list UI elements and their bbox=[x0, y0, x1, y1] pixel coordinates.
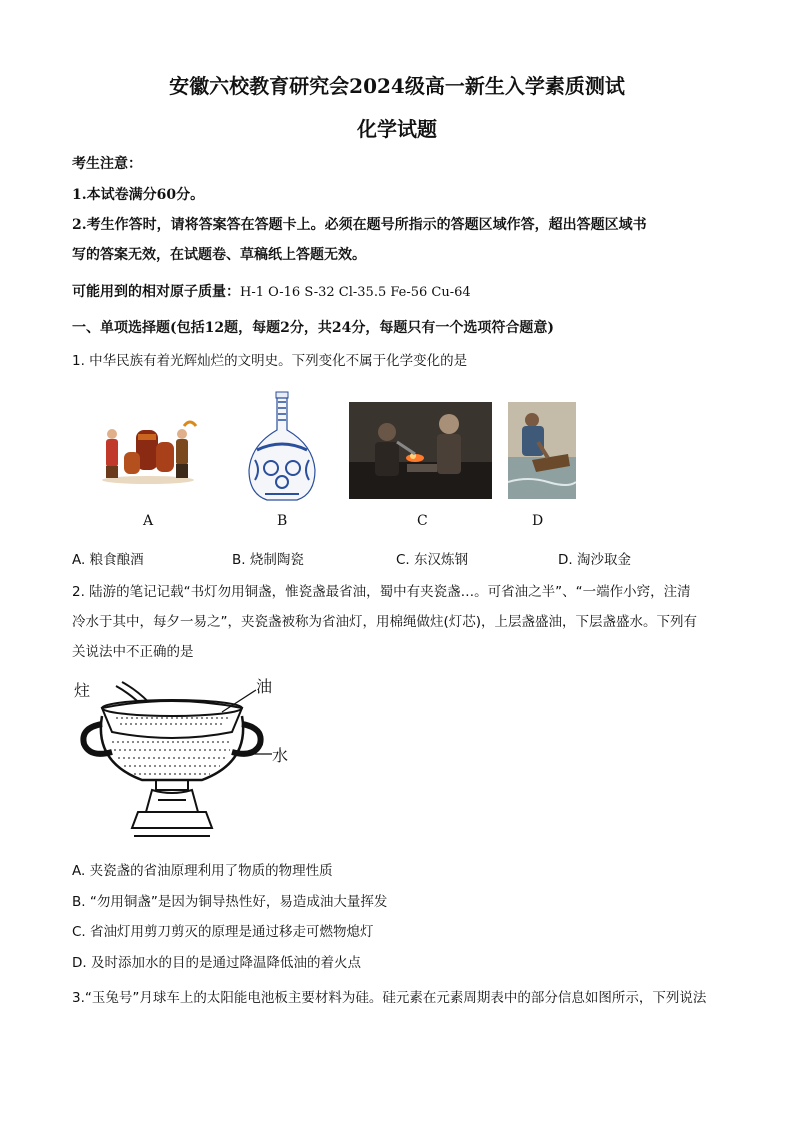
label-oil: 油 bbox=[256, 677, 273, 696]
exam-subtitle: 化学试题 bbox=[357, 117, 437, 141]
q1-option-b: B. 烧制陶瓷 bbox=[232, 552, 304, 568]
q1-option-c: C. 东汉炼钢 bbox=[396, 552, 469, 568]
image-letter-b: B bbox=[277, 513, 288, 529]
image-steel-forging bbox=[349, 402, 492, 499]
notice-item-1: 1.本试卷满分60分。 bbox=[72, 187, 205, 203]
exam-title: 安徽六校教育研究会2024级高一新生入学素质测试 bbox=[169, 74, 625, 98]
q2-option-b: B. “勿用铜盏”是因为铜导热性好，易造成油大量挥发 bbox=[72, 894, 388, 910]
atomic-mass-values: H-1 O-16 S-32 Cl-35.5 Fe-56 Cu-64 bbox=[240, 285, 471, 300]
q2-stem-line-3: 关说法中不正确的是 bbox=[72, 644, 194, 660]
q3-stem: 3.“玉兔号”月球车上的太阳能电池板主要材料为硅。硅元素在元素周期表中的部分信息如图所示，下列说法 bbox=[72, 990, 707, 1006]
q2-stem-line-1: 2. 陆游的笔记记载“书灯勿用铜盏，惟瓷盏最省油，蜀中有夹瓷盏…。可省油之半”、“一端作小窍，注清 bbox=[72, 584, 691, 600]
q1-stem: 1. 中华民族有着光辉灿烂的文明史。下列变化不属于化学变化的是 bbox=[72, 353, 468, 369]
image-wine-making bbox=[98, 412, 198, 484]
notice-heading: 考生注意： bbox=[72, 156, 142, 172]
image-porcelain-vase bbox=[241, 390, 323, 505]
label-wick: 炷 bbox=[74, 681, 91, 700]
q1-option-d: D. 淘沙取金 bbox=[558, 552, 631, 568]
image-letter-c: C bbox=[417, 513, 428, 529]
image-letter-d: D bbox=[532, 513, 544, 529]
section-heading: 一、单项选择题(包括12题，每题2分，共24分，每题只有一个选项符合题意) bbox=[72, 320, 554, 336]
q2-option-c: C. 省油灯用剪刀剪灭的原理是通过移走可燃物熄灯 bbox=[72, 924, 374, 940]
notice-item-2a: 2.考生作答时，请将答案答在答题卡上。必须在题号所指示的答题区域作答，超出答题区域书 bbox=[72, 217, 647, 233]
label-water: 水 bbox=[272, 746, 289, 765]
image-gold-panning bbox=[508, 402, 576, 499]
oil-lamp-diagram bbox=[72, 672, 302, 844]
q2-option-d: D. 及时添加水的目的是通过降温降低油的着火点 bbox=[72, 955, 361, 971]
notice-item-2b: 写的答案无效，在试题卷、草稿纸上答题无效。 bbox=[72, 247, 366, 263]
atomic-mass-label: 可能用到的相对原子质量： bbox=[72, 284, 240, 300]
image-letter-a: A bbox=[143, 513, 154, 529]
q2-option-a: A. 夹瓷盏的省油原理利用了物质的物理性质 bbox=[72, 863, 333, 879]
q2-stem-line-2: 冷水于其中，每夕一易之”，夹瓷盏被称为省油灯，用棉绳做炷(灯芯)，上层盏盛油，下层盏盛水。下列有 bbox=[72, 614, 698, 630]
q1-option-a: A. 粮食酿酒 bbox=[72, 552, 144, 568]
atomic-mass-line bbox=[72, 281, 471, 301]
